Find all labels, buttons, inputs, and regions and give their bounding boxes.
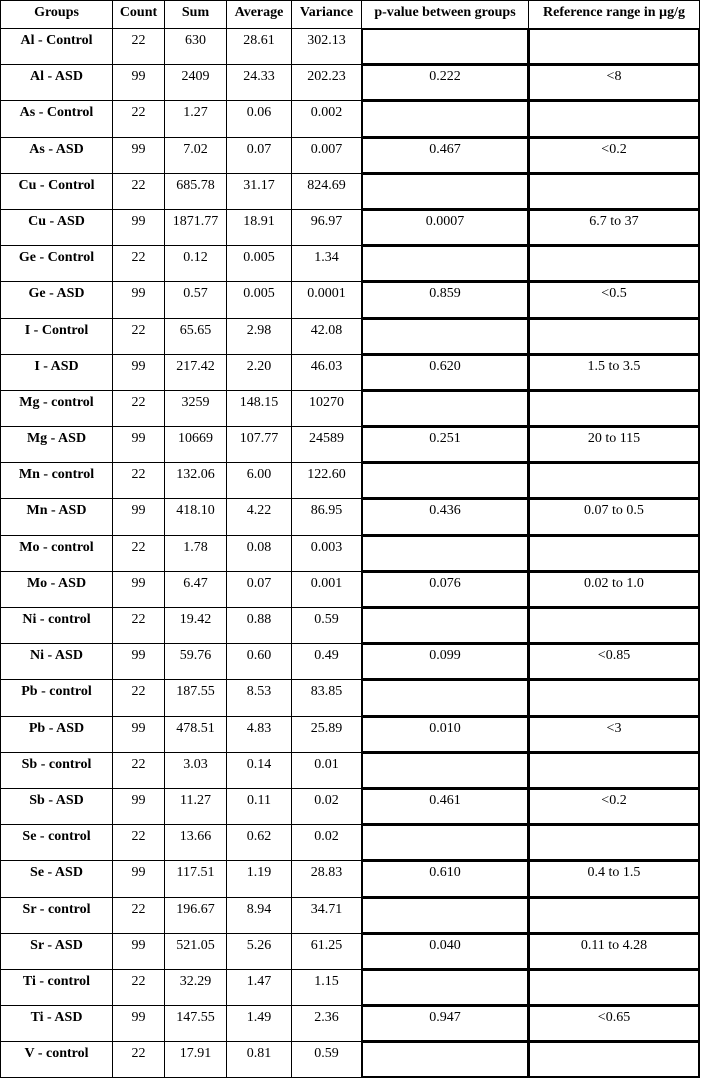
cell-group: Ti - ASD: [1, 1006, 113, 1042]
header-groups: Groups: [1, 1, 113, 29]
cell-average: 18.91: [227, 209, 292, 245]
table-row: [1, 861, 700, 897]
cell-reference-range: 0.4 to 1.5: [529, 861, 700, 897]
cell-count: 22: [113, 390, 165, 426]
cell-variance: 0.002: [292, 101, 362, 137]
cell-average: 8.94: [227, 897, 292, 933]
table-row: [1, 390, 700, 426]
table-row: [1, 65, 700, 101]
cell-variance: 2.36: [292, 1006, 362, 1042]
cell-group: I - Control: [1, 318, 113, 354]
cell-reference-range: [529, 897, 700, 933]
cell-average: 0.81: [227, 1042, 292, 1078]
cell-group: Ni - control: [1, 608, 113, 644]
cell-reference-range: <8: [529, 65, 700, 101]
cell-reference-range: [529, 29, 700, 65]
cell-group: Ti - control: [1, 969, 113, 1005]
cell-average: 4.83: [227, 716, 292, 752]
cell-sum: 187.55: [165, 680, 227, 716]
cell-reference-range: 0.02 to 1.0: [529, 571, 700, 607]
cell-reference-range: 0.11 to 4.28: [529, 933, 700, 969]
cell-average: 5.26: [227, 933, 292, 969]
cell-group: As - ASD: [1, 137, 113, 173]
cell-variance: 302.13: [292, 29, 362, 65]
cell-count: 99: [113, 933, 165, 969]
table-row: [1, 933, 700, 969]
table-row: [1, 282, 700, 318]
cell-p-value: [362, 1042, 529, 1078]
cell-variance: 10270: [292, 390, 362, 426]
cell-sum: 13.66: [165, 825, 227, 861]
table-body: [1, 29, 700, 1078]
cell-sum: 630: [165, 29, 227, 65]
cell-p-value: 0.0007: [362, 209, 529, 245]
cell-sum: 685.78: [165, 173, 227, 209]
cell-sum: 132.06: [165, 463, 227, 499]
cell-average: 8.53: [227, 680, 292, 716]
cell-reference-range: 20 to 115: [529, 427, 700, 463]
cell-group: Cu - ASD: [1, 209, 113, 245]
cell-group: Sb - control: [1, 752, 113, 788]
cell-count: 99: [113, 644, 165, 680]
cell-p-value: [362, 969, 529, 1005]
cell-average: 6.00: [227, 463, 292, 499]
table-row: [1, 137, 700, 173]
cell-sum: 1.78: [165, 535, 227, 571]
cell-count: 99: [113, 499, 165, 535]
cell-sum: 478.51: [165, 716, 227, 752]
cell-count: 99: [113, 571, 165, 607]
cell-sum: 1.27: [165, 101, 227, 137]
cell-average: 1.49: [227, 1006, 292, 1042]
cell-count: 22: [113, 825, 165, 861]
cell-group: Sr - ASD: [1, 933, 113, 969]
cell-p-value: [362, 173, 529, 209]
cell-reference-range: [529, 535, 700, 571]
cell-average: 0.07: [227, 571, 292, 607]
header-p-value: p-value between groups: [362, 1, 529, 29]
cell-sum: 6.47: [165, 571, 227, 607]
cell-average: 0.62: [227, 825, 292, 861]
cell-variance: 0.003: [292, 535, 362, 571]
cell-p-value: [362, 825, 529, 861]
cell-p-value: 0.436: [362, 499, 529, 535]
cell-reference-range: [529, 1042, 700, 1078]
cell-p-value: [362, 390, 529, 426]
cell-reference-range: 6.7 to 37: [529, 209, 700, 245]
table-row: [1, 499, 700, 535]
cell-count: 22: [113, 969, 165, 1005]
cell-sum: 0.12: [165, 246, 227, 282]
table-row: [1, 354, 700, 390]
cell-p-value: 0.076: [362, 571, 529, 607]
cell-sum: 1871.77: [165, 209, 227, 245]
cell-variance: 0.02: [292, 825, 362, 861]
table-row: [1, 825, 700, 861]
cell-sum: 59.76: [165, 644, 227, 680]
cell-variance: 1.15: [292, 969, 362, 1005]
cell-reference-range: [529, 173, 700, 209]
cell-variance: 0.02: [292, 788, 362, 824]
cell-sum: 117.51: [165, 861, 227, 897]
cell-variance: 824.69: [292, 173, 362, 209]
cell-average: 0.07: [227, 137, 292, 173]
cell-p-value: 0.251: [362, 427, 529, 463]
cell-reference-range: <0.85: [529, 644, 700, 680]
cell-sum: 196.67: [165, 897, 227, 933]
cell-count: 99: [113, 716, 165, 752]
cell-count: 22: [113, 680, 165, 716]
cell-count: 99: [113, 1006, 165, 1042]
table-row: [1, 101, 700, 137]
cell-count: 99: [113, 137, 165, 173]
cell-p-value: [362, 535, 529, 571]
cell-reference-range: [529, 680, 700, 716]
cell-sum: 32.29: [165, 969, 227, 1005]
cell-p-value: [362, 318, 529, 354]
cell-sum: 19.42: [165, 608, 227, 644]
cell-average: 2.98: [227, 318, 292, 354]
cell-reference-range: [529, 318, 700, 354]
cell-variance: 46.03: [292, 354, 362, 390]
header-average: Average: [227, 1, 292, 29]
cell-group: Pb - ASD: [1, 716, 113, 752]
cell-p-value: [362, 897, 529, 933]
table-row: [1, 173, 700, 209]
cell-group: Ge - Control: [1, 246, 113, 282]
table-row: [1, 608, 700, 644]
cell-sum: 147.55: [165, 1006, 227, 1042]
table-row: [1, 1006, 700, 1042]
cell-p-value: [362, 680, 529, 716]
cell-average: 0.06: [227, 101, 292, 137]
table-row: [1, 29, 700, 65]
cell-variance: 86.95: [292, 499, 362, 535]
cell-average: 24.33: [227, 65, 292, 101]
cell-sum: 10669: [165, 427, 227, 463]
cell-group: Ge - ASD: [1, 282, 113, 318]
cell-count: 99: [113, 354, 165, 390]
cell-sum: 521.05: [165, 933, 227, 969]
table-row: [1, 535, 700, 571]
table-row: [1, 318, 700, 354]
cell-sum: 2409: [165, 65, 227, 101]
table-row: [1, 209, 700, 245]
cell-sum: 17.91: [165, 1042, 227, 1078]
cell-average: 2.20: [227, 354, 292, 390]
cell-reference-range: [529, 390, 700, 426]
table-row: [1, 788, 700, 824]
cell-average: 0.11: [227, 788, 292, 824]
cell-average: 4.22: [227, 499, 292, 535]
cell-average: 0.60: [227, 644, 292, 680]
cell-variance: 0.01: [292, 752, 362, 788]
cell-variance: 1.34: [292, 246, 362, 282]
cell-group: Se - control: [1, 825, 113, 861]
cell-reference-range: 1.5 to 3.5: [529, 354, 700, 390]
cell-p-value: 0.620: [362, 354, 529, 390]
cell-average: 31.17: [227, 173, 292, 209]
table-row: [1, 427, 700, 463]
table-row: [1, 571, 700, 607]
cell-sum: 418.10: [165, 499, 227, 535]
cell-reference-range: [529, 608, 700, 644]
cell-average: 148.15: [227, 390, 292, 426]
cell-p-value: [362, 29, 529, 65]
header-sum: Sum: [165, 1, 227, 29]
cell-group: Se - ASD: [1, 861, 113, 897]
cell-variance: 61.25: [292, 933, 362, 969]
cell-average: 0.005: [227, 246, 292, 282]
cell-variance: 25.89: [292, 716, 362, 752]
cell-count: 99: [113, 65, 165, 101]
cell-reference-range: [529, 463, 700, 499]
cell-average: 0.005: [227, 282, 292, 318]
cell-reference-range: [529, 101, 700, 137]
cell-count: 99: [113, 861, 165, 897]
cell-p-value: 0.947: [362, 1006, 529, 1042]
cell-count: 99: [113, 427, 165, 463]
table-row: [1, 644, 700, 680]
cell-group: Cu - Control: [1, 173, 113, 209]
cell-sum: 65.65: [165, 318, 227, 354]
header-count: Count: [113, 1, 165, 29]
cell-p-value: 0.467: [362, 137, 529, 173]
cell-count: 22: [113, 897, 165, 933]
cell-count: 99: [113, 282, 165, 318]
cell-reference-range: [529, 825, 700, 861]
cell-count: 22: [113, 101, 165, 137]
cell-reference-range: [529, 752, 700, 788]
cell-group: Sb - ASD: [1, 788, 113, 824]
cell-p-value: 0.610: [362, 861, 529, 897]
cell-reference-range: [529, 246, 700, 282]
cell-variance: 83.85: [292, 680, 362, 716]
cell-variance: 28.83: [292, 861, 362, 897]
cell-sum: 3259: [165, 390, 227, 426]
cell-count: 99: [113, 788, 165, 824]
cell-reference-range: 0.07 to 0.5: [529, 499, 700, 535]
cell-sum: 217.42: [165, 354, 227, 390]
cell-p-value: 0.222: [362, 65, 529, 101]
cell-p-value: 0.859: [362, 282, 529, 318]
cell-average: 0.08: [227, 535, 292, 571]
cell-group: Mo - ASD: [1, 571, 113, 607]
cell-group: Al - Control: [1, 29, 113, 65]
cell-count: 22: [113, 318, 165, 354]
table-row: [1, 680, 700, 716]
cell-group: Mo - control: [1, 535, 113, 571]
cell-reference-range: <0.5: [529, 282, 700, 318]
cell-group: Mn - control: [1, 463, 113, 499]
cell-group: Ni - ASD: [1, 644, 113, 680]
cell-group: Sr - control: [1, 897, 113, 933]
cell-count: 22: [113, 535, 165, 571]
cell-variance: 42.08: [292, 318, 362, 354]
cell-group: Mn - ASD: [1, 499, 113, 535]
table-row: [1, 716, 700, 752]
cell-reference-range: <0.65: [529, 1006, 700, 1042]
cell-variance: 0.007: [292, 137, 362, 173]
cell-variance: 24589: [292, 427, 362, 463]
table-row: [1, 752, 700, 788]
cell-p-value: [362, 246, 529, 282]
table-row: [1, 897, 700, 933]
cell-count: 22: [113, 29, 165, 65]
header-row: [1, 1, 700, 29]
table-row: [1, 463, 700, 499]
header-variance: Variance: [292, 1, 362, 29]
cell-p-value: [362, 752, 529, 788]
cell-variance: 34.71: [292, 897, 362, 933]
cell-count: 22: [113, 463, 165, 499]
cell-count: 22: [113, 608, 165, 644]
cell-count: 22: [113, 1042, 165, 1078]
cell-sum: 7.02: [165, 137, 227, 173]
cell-group: V - control: [1, 1042, 113, 1078]
cell-average: 1.47: [227, 969, 292, 1005]
cell-group: Mg - ASD: [1, 427, 113, 463]
cell-reference-range: <0.2: [529, 137, 700, 173]
cell-p-value: 0.099: [362, 644, 529, 680]
cell-average: 1.19: [227, 861, 292, 897]
cell-variance: 202.23: [292, 65, 362, 101]
cell-group: Al - ASD: [1, 65, 113, 101]
cell-reference-range: <0.2: [529, 788, 700, 824]
cell-p-value: 0.461: [362, 788, 529, 824]
cell-p-value: [362, 463, 529, 499]
cell-p-value: [362, 608, 529, 644]
cell-variance: 96.97: [292, 209, 362, 245]
header-reference-range: Reference range in µg/g: [529, 1, 700, 29]
cell-group: I - ASD: [1, 354, 113, 390]
table-row: [1, 1042, 700, 1078]
cell-count: 22: [113, 173, 165, 209]
cell-p-value: [362, 101, 529, 137]
cell-average: 0.14: [227, 752, 292, 788]
cell-sum: 0.57: [165, 282, 227, 318]
cell-variance: 0.59: [292, 1042, 362, 1078]
table-row: [1, 969, 700, 1005]
cell-count: 22: [113, 246, 165, 282]
cell-sum: 11.27: [165, 788, 227, 824]
cell-average: 107.77: [227, 427, 292, 463]
cell-p-value: 0.010: [362, 716, 529, 752]
cell-average: 0.88: [227, 608, 292, 644]
cell-group: As - Control: [1, 101, 113, 137]
cell-group: Mg - control: [1, 390, 113, 426]
cell-average: 28.61: [227, 29, 292, 65]
cell-variance: 0.49: [292, 644, 362, 680]
cell-group: Pb - control: [1, 680, 113, 716]
cell-reference-range: [529, 969, 700, 1005]
table-row: [1, 246, 700, 282]
cell-count: 22: [113, 752, 165, 788]
cell-variance: 0.59: [292, 608, 362, 644]
cell-variance: 0.001: [292, 571, 362, 607]
cell-p-value: 0.040: [362, 933, 529, 969]
cell-variance: 0.0001: [292, 282, 362, 318]
cell-sum: 3.03: [165, 752, 227, 788]
cell-reference-range: <3: [529, 716, 700, 752]
cell-variance: 122.60: [292, 463, 362, 499]
cell-count: 99: [113, 209, 165, 245]
